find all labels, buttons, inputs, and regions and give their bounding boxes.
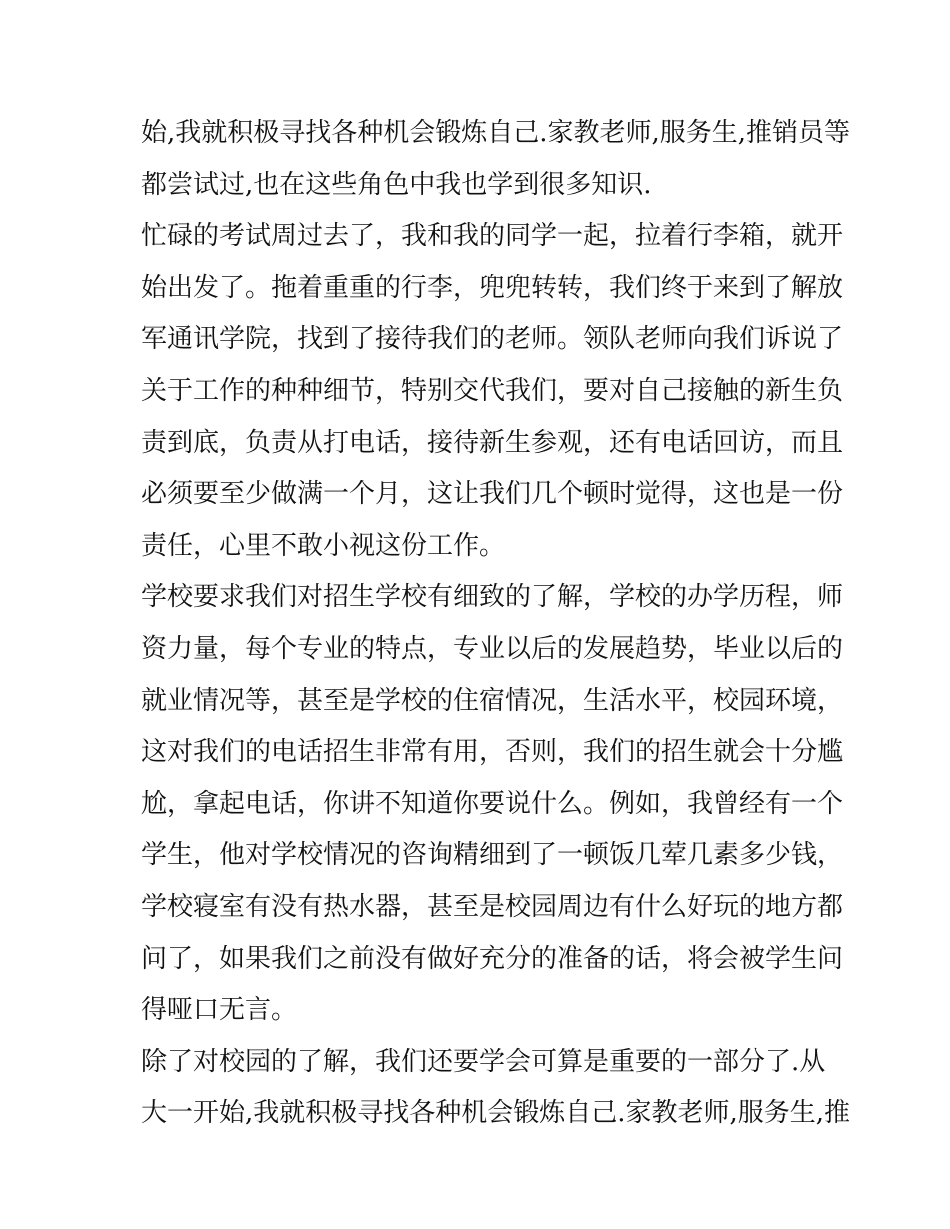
text-line: 得哑口无言。 (141, 995, 298, 1026)
text-line: 军通讯学院，找到了接待我们的老师。领队老师向我们诉说了 (141, 324, 844, 355)
text-line: 关于工作的种种细节，特别交代我们，要对自己接触的新生负 (141, 375, 844, 406)
text-line: 学生，他对学校情况的咨询精细到了一顿饭几荤几素多少钱， (141, 840, 844, 871)
text-line: 学校要求我们对招生学校有细致的了解，学校的办学历程，师 (141, 582, 844, 613)
text-line: 忙碌的考试周过去了，我和我的同学一起，拉着行李箱，就开 (141, 221, 844, 252)
text-line: 责任，心里不敢小视这份工作。 (141, 530, 506, 561)
text-line: 大一开始,我就积极寻找各种机会锻炼自己.家教老师,服务生,推 (141, 1098, 851, 1129)
text-line: 始,我就积极寻找各种机会锻炼自己.家教老师,服务生,推销员等 (141, 118, 851, 148)
text-line: 这对我们的电话招生非常有用，否则，我们的招生就会十分尴 (141, 737, 844, 768)
text-line: 资力量，每个专业的特点，专业以后的发展趋势，毕业以后的 (141, 633, 844, 664)
text-line: 尬，拿起电话，你讲不知道你要说什么。例如，我曾经有一个 (141, 788, 844, 819)
text-line: 问了，如果我们之前没有做好充分的准备的话，将会被学生问 (141, 943, 844, 974)
text-line: 责到底，负责从打电话，接待新生参观，还有电话回访，而且 (141, 427, 844, 458)
text-line: 学校寝室有没有热水器，甚至是校园周边有什么好玩的地方都 (141, 891, 844, 922)
text-line: 都尝试过,也在这些角色中我也学到很多知识. (141, 169, 652, 200)
document-body (141, 108, 851, 1140)
text-line: 必须要至少做满一个月，这让我们几个顿时觉得，这也是一份 (141, 479, 844, 510)
text-line: 就业情况等，甚至是学校的住宿情况，生活水平，校园环境， (141, 685, 844, 716)
text-line: 除了对校园的了解，我们还要学会可算是重要的一部分了.从 (141, 1046, 826, 1077)
text-line: 始出发了。拖着重重的行李，兜兜转转，我们终于来到了解放 (141, 272, 844, 303)
